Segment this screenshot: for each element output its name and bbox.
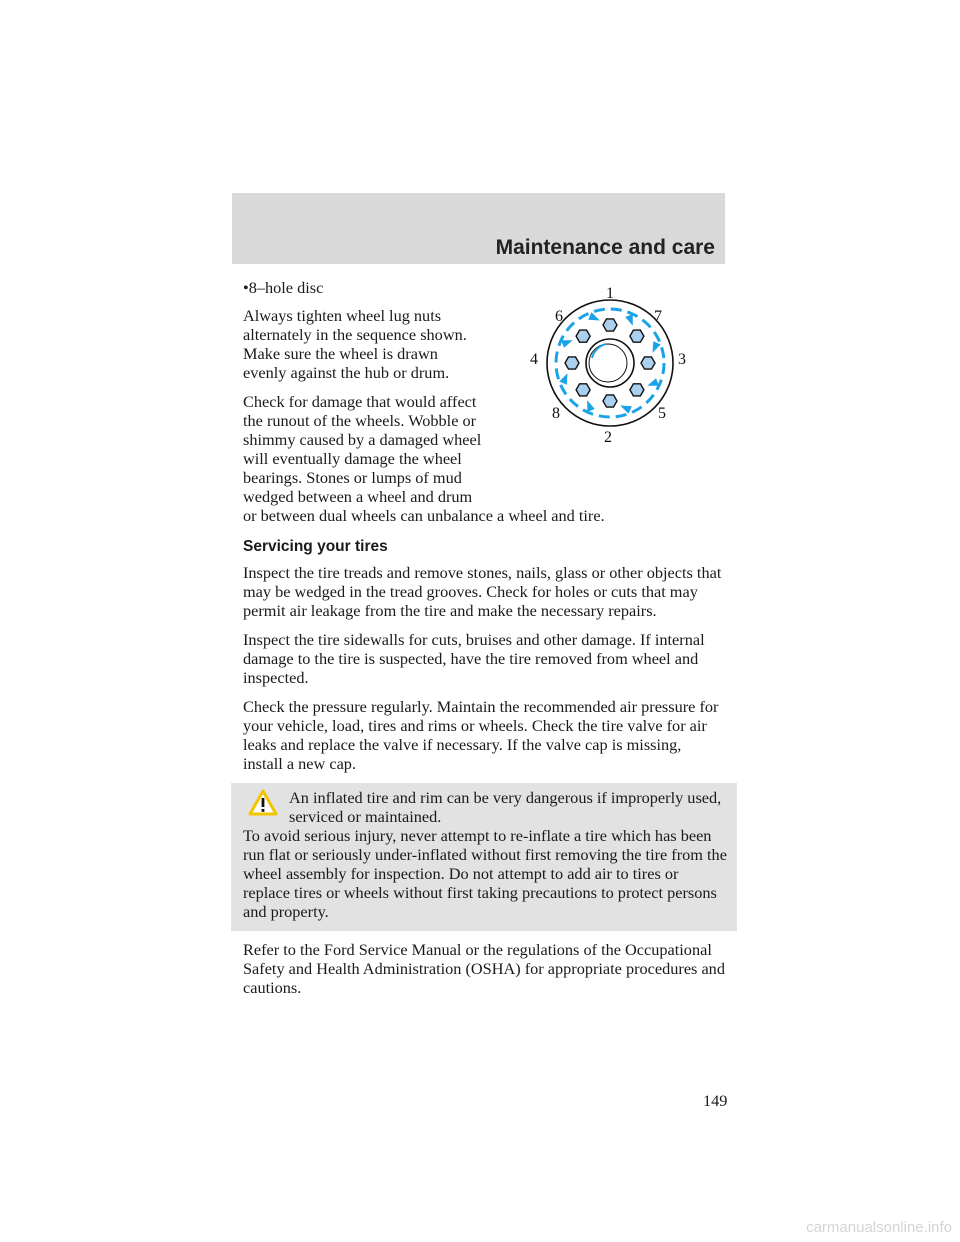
label-6: 6	[555, 308, 563, 325]
warning-text-lead: An inflated tire and rim can be very dangerous if improperly used, serviced or maintained.	[289, 788, 722, 826]
bullet-8-hole-disc: •8–hole disc	[243, 278, 324, 297]
warning-box	[231, 783, 737, 931]
runout-line-7: or between dual wheels can unbalance a wheel and tire.	[243, 506, 605, 525]
label-5: 5	[658, 405, 666, 422]
runout-line-1: Check for damage that would affect	[243, 392, 477, 411]
label-8: 8	[552, 405, 560, 422]
label-4: 4	[530, 351, 538, 368]
footer-watermark: carmanualsonline.info	[806, 1219, 952, 1236]
runout-line-3: shimmy caused by a damaged wheel	[243, 430, 482, 449]
page-content	[243, 278, 725, 1007]
runout-line-6: wedged between a wheel and drum	[243, 487, 473, 506]
section-title: Maintenance and care	[495, 236, 715, 259]
page-number: 149	[703, 1091, 728, 1110]
servicing-paragraph-2: Inspect the tire sidewalls for cuts, bruises and other damage. If internal damage to the tire is suspected, have the tire removed from wheel and inspected.	[243, 630, 705, 687]
warning-text-rest: To avoid serious injury, never attempt to re-inflate a tire which has been run flat or seriously under-inflated without first removing the tire from the wheel assembly for inspection. Do not attempt to add air to tires or replace tires or wheels without first taking precautions to protect persons and property.	[243, 826, 727, 921]
label-1: 1	[606, 285, 614, 302]
runout-line-5: bearings. Stones or lumps of mud	[243, 468, 462, 487]
refer-paragraph: Refer to the Ford Service Manual or the regulations of the Occupational Safety and Health Administration (OSHA) for appropriate procedures and cautions.	[243, 940, 725, 997]
servicing-paragraph-1: Inspect the tire treads and remove stones, nails, glass or other objects that may be wedged in the tread grooves. Check for holes or cuts that may permit air leakage from the tire and make the necessary repairs.	[243, 563, 722, 620]
header-band	[232, 193, 725, 264]
runout-line-4: will eventually damage the wheel	[243, 449, 462, 468]
servicing-heading: Servicing your tires	[243, 538, 388, 555]
servicing-paragraph-3: Check the pressure regularly. Maintain the recommended air pressure for your vehicle, load, tires and rims or wheels. Check the tire valve for air leaks and replace the valve if necessary. If the valve cap is missing, install a new cap.	[243, 697, 719, 773]
runout-line-2: the runout of the wheels. Wobble or	[243, 411, 477, 430]
warning-triangle-icon	[248, 789, 278, 816]
tighten-paragraph: Always tighten wheel lug nuts alternately in the sequence shown. Make sure the wheel is drawn evenly against the hub or drum.	[243, 306, 467, 382]
runout-paragraph	[243, 392, 725, 525]
label-7: 7	[654, 308, 662, 325]
label-3: 3	[678, 351, 686, 368]
label-2: 2	[604, 429, 612, 446]
